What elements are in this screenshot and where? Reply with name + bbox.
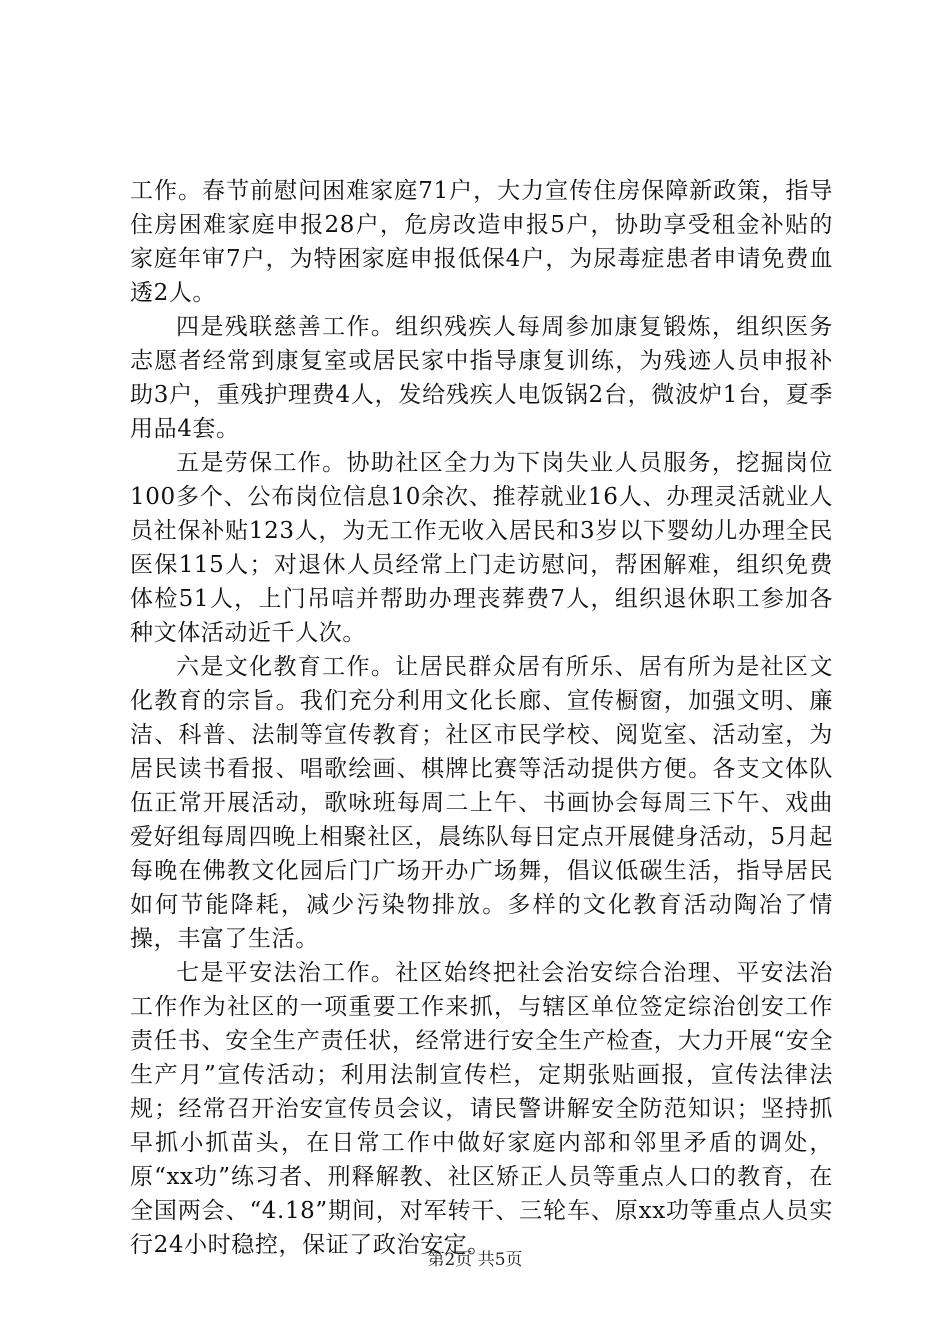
page-footer <box>0 1245 950 1270</box>
paragraph-safety-law: 七是平安法治工作。社区始终把社会治安综合治理、平安法治工作作为社区的一项重要工作来抓，与辖区单位签定综治创安工作责任书、安全生产责任状，经常进行安全生产检查，大力开展“安全生产月”宣传活动；利用法制宣传栏，定期张贴画报，宣传法律法规；经常召开治安宣传员会议，请民警讲解安全防范知识；坚持抓早抓小抓苗头，在日常工作中做好家庭内部和邻里矛盾的调处，原“xx功”练习者、刑释解教、社区矫正人员等重点人口的教育，在全国两会、“4.18”期间，对军转干、三轮车、原xx功等重点人员实行24小时稳控，保证了政治安定。 <box>130 960 833 1258</box>
document-body <box>130 174 833 1262</box>
paragraph-continuation: 工作。春节前慰问困难家庭71户，大力宣传住房保障新政策，指导住房困难家庭申报28户，危房改造申报5户，协助享受租金补贴的家庭年审7户，为特困家庭申报低保4户，为尿毒症患者申请免费血透2人。 <box>130 178 833 306</box>
paragraph-culture-education: 六是文化教育工作。让居民群众居有所乐、居有所为是社区文化教育的宗旨。我们充分利用文化长廊、宣传橱窗，加强文明、廉洁、科普、法制等宣传教育；社区市民学校、阅览室、活动室，为居民读书看报、唱歌绘画、棋牌比赛等活动提供方便。各支文体队伍正常开展活动，歌咏班每周二上午、书画协会每周三下午、戏曲爱好组每周四晚上相聚社区，晨练队每日定点开展健身活动，5月起每晚在佛教文化园后门广场开办广场舞，倡议低碳生活，指导居民如何节能降耗，减少污染物排放。多样的文化教育活动陶冶了情操，丰富了生活。 <box>130 654 833 952</box>
page-number: 第2页 共5页 <box>427 1250 523 1270</box>
paragraph-labor-security: 五是劳保工作。协助社区全力为下岗失业人员服务，挖掘岗位100多个、公布岗位信息10余次、推荐就业16人、办理灵活就业人员社保补贴123人，为无工作无收入居民和3岁以下婴幼儿办理全民医保115人；对退休人员经常上门走访慰问，帮困解难，组织免费体检51人，上门吊唁并帮助办理丧葬费7人，组织退休职工参加各种文体活动近千人次。 <box>130 450 833 646</box>
paragraph-disability-charity: 四是残联慈善工作。组织残疾人每周参加康复锻炼，组织医务志愿者经常到康复室或居民家中指导康复训练，为残迹人员申报补助3户，重残护理费4人，发给残疾人电饭锅2台，微波炉1台，夏季用品4套。 <box>130 314 833 442</box>
